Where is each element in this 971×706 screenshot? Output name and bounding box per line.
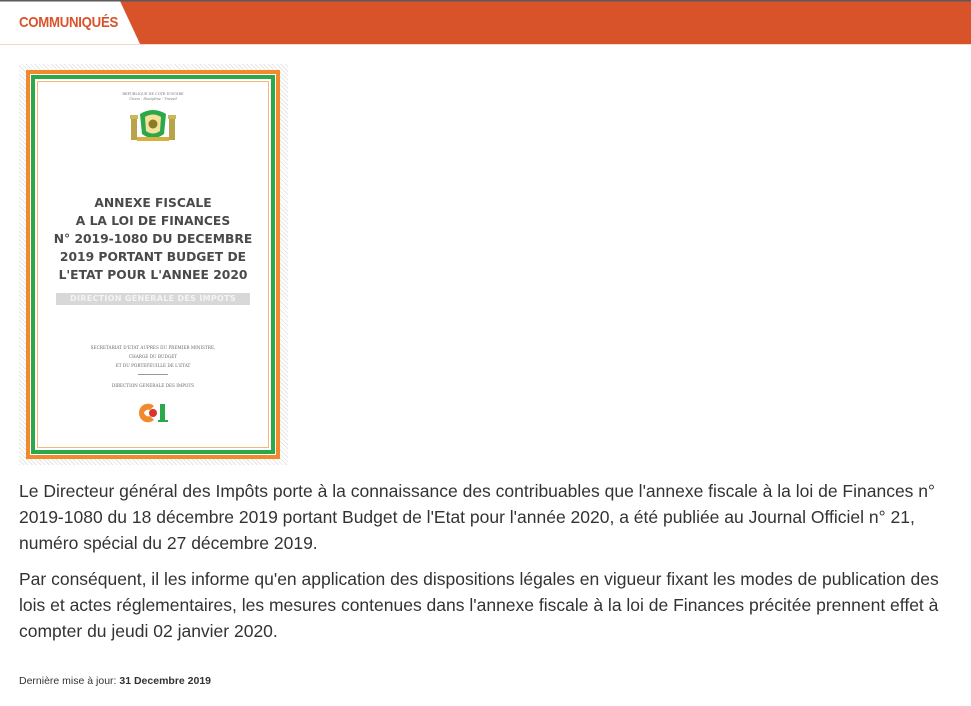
- cover-secretariat-line: CHARGE DU BUDGET: [128, 354, 178, 359]
- section-header: [0, 0, 971, 44]
- cover-republic-line: REPUBLIQUE DE COTE D'IVOIRE: [122, 92, 184, 96]
- cover-secretariat-line: ET DU PORTEFEUILLE DE L'ETAT: [115, 363, 191, 368]
- cover-title-line: A LA LOI DE FINANCES: [75, 214, 231, 228]
- cover-page: [26, 70, 280, 459]
- header-divider: [0, 44, 971, 45]
- cover-title-line: N° 2019-1080 DU DECEMBRE: [53, 232, 253, 246]
- cover-rule: [138, 374, 168, 375]
- article-paragraph-1: Le Directeur général des Impôts porte à la connaissance des contribuables que l'annexe fiscale à la loi de Finances n° 2019-1080 du 18 décembre 2019 portant Budget de l'Etat pour l'année 2020, a été publiée au Journal Officiel n° 21, numéro spécial du 27 décembre 2019.: [19, 481, 936, 553]
- section-title: COMMUNIQUÉS: [19, 14, 119, 31]
- dgi-logo-icon: [136, 401, 170, 425]
- cover-direction-band: DIRECTION GENERALE DES IMPOTS: [56, 293, 250, 305]
- cover-title-line: L'ETAT POUR L'ANNEE 2020: [58, 268, 248, 282]
- cover-title: [40, 194, 266, 284]
- header-background: [0, 0, 971, 44]
- cover-title-line: ANNEXE FISCALE: [94, 196, 212, 210]
- document-cover-image[interactable]: [19, 64, 288, 465]
- coat-of-arms-icon: [129, 108, 177, 142]
- last-update-date: 31 Decembre 2019: [119, 675, 212, 687]
- article-paragraph-2: Par conséquent, il les informe qu'en application des dispositions légales en vigueur fixant les modes de publication des lois et actes réglementaires, les mesures contenues dans l'annexe fiscale à la loi de Finances précitée prennent effet à compter du jeudi 02 janvier 2020.: [19, 569, 939, 641]
- cover-motto-line: Union - Discipline - Travail: [129, 97, 177, 101]
- cover-secretariat-line: SECRETARIAT D'ETAT AUPRES DU PREMIER MINISTRE,: [90, 345, 216, 350]
- cover-title-line: 2019 PORTANT BUDGET DE: [59, 250, 247, 264]
- cover-direction-line: DIRECTION GENERALE DES IMPOTS: [111, 383, 195, 388]
- last-update: [19, 675, 211, 687]
- last-update-label: Dernière mise à jour:: [19, 675, 117, 687]
